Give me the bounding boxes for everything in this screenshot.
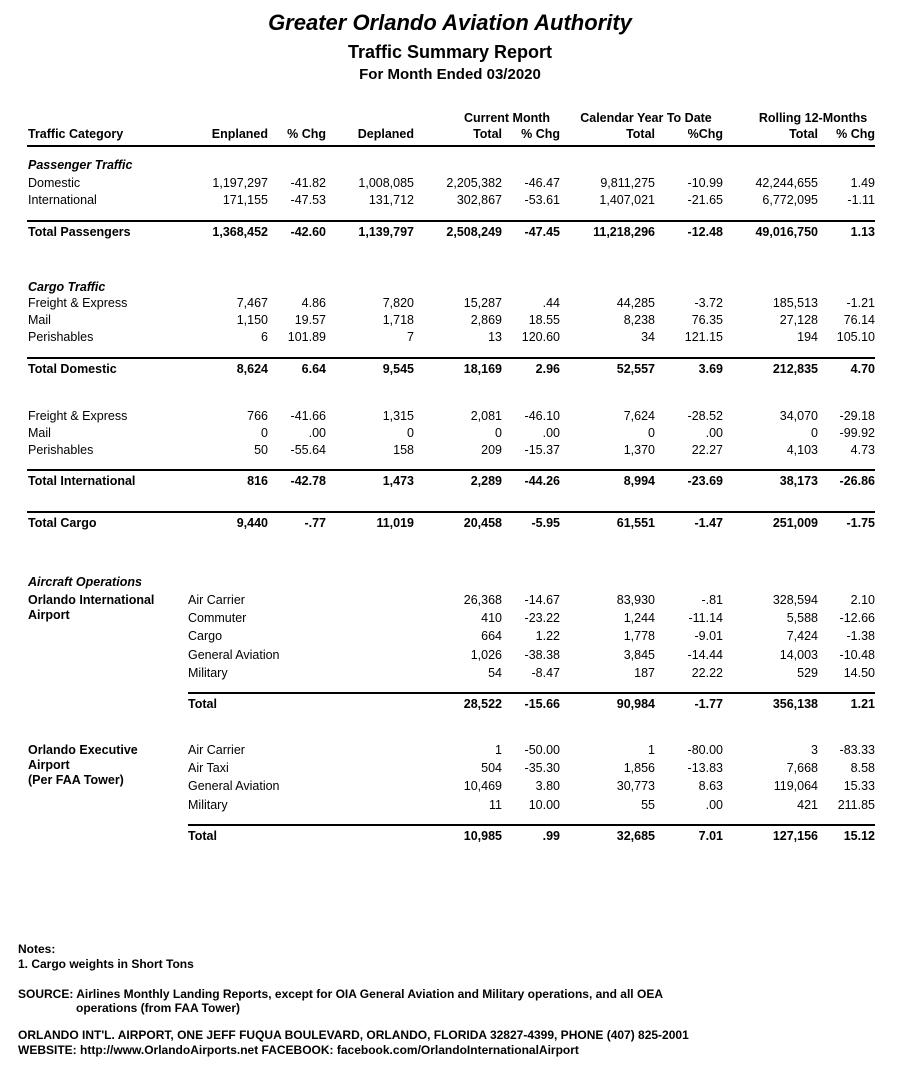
table-cell: 15.33	[843, 779, 875, 793]
table-cell: 4.86	[301, 296, 326, 310]
group-orlando-international	[28, 593, 154, 623]
row-cargo-dom-perishables	[0, 330, 900, 346]
table-cell: 9,811,275	[600, 176, 655, 190]
table-cell: -15.37	[524, 443, 560, 457]
table-cell: -10.99	[687, 176, 723, 190]
report-title: Traffic Summary Report	[347, 42, 553, 62]
table-cell: 2,508,249	[446, 225, 502, 239]
table-cell: 0	[648, 426, 655, 440]
header-enplaned-chg: % Chg	[287, 127, 326, 141]
row-oia-ops	[0, 629, 900, 645]
table-cell: 90,984	[616, 697, 655, 711]
row-label: Cargo	[188, 629, 223, 643]
table-cell: 8,994	[623, 474, 655, 488]
row-passenger-domestic	[0, 176, 900, 192]
table-cell: 2.10	[850, 593, 875, 607]
table-cell: -1.77	[694, 697, 723, 711]
table-cell: -11.14	[688, 611, 723, 625]
table-cell: 18.55	[528, 313, 560, 327]
table-cell: -42.78	[290, 474, 326, 488]
table-cell: 22.27	[691, 443, 723, 457]
table-cell: .00	[308, 426, 326, 440]
table-cell: 1,778	[623, 629, 655, 643]
table-cell: -26.86	[839, 474, 875, 488]
table-cell: 251,009	[772, 516, 818, 530]
header-current-chg: % Chg	[521, 127, 560, 141]
table-cell: 1,197,297	[212, 176, 268, 190]
table-cell: 0	[495, 426, 502, 440]
table-cell: -42.60	[290, 225, 326, 239]
table-cell: -23.22	[524, 611, 560, 625]
table-cell: -.81	[701, 593, 723, 607]
table-cell: -1.47	[694, 516, 723, 530]
row-label: Total Cargo	[28, 516, 97, 530]
table-cell: 2,289	[470, 474, 502, 488]
table-cell: 194	[797, 330, 818, 344]
row-label: General Aviation	[188, 648, 280, 662]
table-cell: 1,473	[382, 474, 414, 488]
table-cell: 15,287	[463, 296, 502, 310]
row-oia-total	[0, 697, 900, 713]
report-org-title: Greater Orlando Aviation Authority	[268, 10, 632, 35]
table-cell: 4.70	[850, 362, 875, 376]
header-rolling-chg: % Chg	[836, 127, 875, 141]
table-cell: 34,070	[779, 409, 818, 423]
table-cell: 211.85	[837, 798, 875, 812]
table-cell: -29.18	[839, 409, 875, 423]
oea-name-line1: Orlando Executive	[28, 743, 138, 757]
table-cell: 1,150	[236, 313, 268, 327]
table-cell: -9.01	[694, 629, 723, 643]
table-cell: 6,772,095	[762, 193, 818, 207]
table-cell: -38.38	[524, 648, 560, 662]
table-cell: 7,820	[382, 296, 414, 310]
table-cell: 19.57	[294, 313, 326, 327]
row-label: Total International	[28, 474, 136, 488]
header-rolling-total: Total	[789, 127, 818, 141]
rule-total-domestic	[27, 357, 875, 359]
table-cell: 7,467	[236, 296, 268, 310]
table-cell: 76.14	[843, 313, 875, 327]
table-cell: 3.69	[698, 362, 723, 376]
row-label: General Aviation	[188, 779, 280, 793]
table-cell: 1	[648, 743, 655, 757]
table-cell: -14.44	[687, 648, 723, 662]
table-cell: 121.15	[684, 330, 723, 344]
table-cell: 1,370	[623, 443, 655, 457]
table-cell: 302,867	[456, 193, 502, 207]
row-cargo-dom-mail	[0, 313, 900, 329]
rule-total-cargo	[27, 511, 875, 513]
table-cell: 127,156	[772, 829, 818, 843]
header-deplaned: Deplaned	[357, 127, 414, 141]
table-cell: 158	[393, 443, 414, 457]
row-label: Total Passengers	[28, 225, 131, 239]
table-cell: 49,016,750	[755, 225, 818, 239]
table-cell: -99.92	[839, 426, 875, 440]
table-cell: .00	[705, 798, 723, 812]
notes-title: Notes:	[18, 942, 56, 956]
table-cell: 10,469	[463, 779, 502, 793]
row-oea-ops	[0, 798, 900, 814]
footer-web: WEBSITE: http://www.OrlandoAirports.net FACEBOOK: facebook.com/OrlandoInternationalAirport	[18, 1043, 579, 1057]
table-cell: -3.72	[694, 296, 723, 310]
table-cell: 76.35	[691, 313, 723, 327]
table-cell: 1.13	[850, 225, 875, 239]
table-cell: 504	[481, 761, 502, 775]
table-cell: -1.38	[846, 629, 875, 643]
table-cell: 11	[489, 798, 502, 812]
oea-name-line3: (Per FAA Tower)	[28, 773, 124, 787]
table-cell: 209	[481, 443, 502, 457]
table-cell: 328,594	[772, 593, 818, 607]
table-cell: 664	[481, 629, 502, 643]
table-cell: 101.89	[287, 330, 326, 344]
table-cell: 10.00	[528, 798, 560, 812]
row-label: Total Domestic	[28, 362, 117, 376]
table-cell: 7.01	[698, 829, 723, 843]
table-cell: 9,440	[236, 516, 268, 530]
header-rule	[27, 145, 875, 147]
table-cell: .99	[542, 829, 560, 843]
table-cell: 30,773	[616, 779, 655, 793]
footer-address: ORLANDO INT'L. AIRPORT, ONE JEFF FUQUA BOULEVARD, ORLANDO, FLORIDA 32827-4399, PHONE (407) 825-2001	[18, 1028, 689, 1042]
table-cell: 0	[261, 426, 268, 440]
table-cell: 3.80	[535, 779, 560, 793]
table-cell: 120.60	[521, 330, 560, 344]
section-cargo-traffic: Cargo Traffic	[28, 280, 106, 294]
table-cell: -80.00	[687, 743, 723, 757]
table-cell: 421	[797, 798, 818, 812]
header-traffic-category: Traffic Category	[28, 127, 124, 141]
table-cell: 15.12	[843, 829, 875, 843]
header-cytd-total: Total	[626, 127, 655, 141]
row-label: Mail	[28, 426, 51, 440]
oea-name-line2: Airport	[28, 758, 70, 772]
table-cell: 9,545	[382, 362, 414, 376]
table-cell: 1,856	[623, 761, 655, 775]
row-cargo-intl-freight	[0, 409, 900, 425]
table-cell: 1.21	[850, 697, 875, 711]
table-cell: -41.82	[290, 176, 326, 190]
table-cell: 816	[247, 474, 268, 488]
table-cell: -21.65	[687, 193, 723, 207]
table-cell: -.77	[304, 516, 326, 530]
table-cell: 8.63	[698, 779, 723, 793]
table-cell: 1,407,021	[599, 193, 655, 207]
table-cell: -50.00	[524, 743, 560, 757]
table-cell: 410	[481, 611, 502, 625]
table-cell: 2,869	[470, 313, 502, 327]
rule-oea-total	[188, 824, 875, 826]
row-label: Freight & Express	[28, 409, 128, 423]
row-total-domestic	[0, 362, 900, 378]
row-label: Mail	[28, 313, 51, 327]
row-label: Domestic	[28, 176, 81, 190]
row-label: Perishables	[28, 443, 94, 457]
table-cell: 6	[261, 330, 268, 344]
table-cell: -46.47	[524, 176, 560, 190]
table-cell: 212,835	[772, 362, 818, 376]
row-cargo-dom-freight	[0, 296, 900, 312]
table-cell: 0	[811, 426, 818, 440]
group-header-current-month: Current Month	[463, 111, 551, 125]
table-cell: 83,930	[616, 593, 655, 607]
row-total-cargo	[0, 516, 900, 532]
table-cell: 10,985	[463, 829, 502, 843]
rule-oia-total	[188, 692, 875, 694]
table-cell: 1,315	[382, 409, 414, 423]
row-oea-total	[0, 829, 900, 845]
section-aircraft-operations: Aircraft Operations	[28, 575, 142, 589]
table-cell: -10.48	[839, 648, 875, 662]
table-cell: 3	[811, 743, 818, 757]
group-header-calendar-ytd: Calendar Year To Date	[580, 111, 712, 125]
table-cell: -41.66	[290, 409, 326, 423]
table-cell: 131,712	[368, 193, 414, 207]
table-cell: 7,424	[786, 629, 818, 643]
table-cell: -46.10	[524, 409, 560, 423]
row-total-passengers	[0, 225, 900, 241]
table-cell: 171,155	[222, 193, 268, 207]
source-line-2: operations (from FAA Tower)	[76, 1001, 241, 1015]
header-enplaned: Enplaned	[211, 127, 268, 141]
row-label: Total	[188, 829, 217, 843]
table-cell: 2,081	[470, 409, 502, 423]
table-cell: 42,244,655	[755, 176, 818, 190]
table-cell: 28,522	[463, 697, 502, 711]
table-cell: 8,624	[236, 362, 268, 376]
table-cell: 61,551	[616, 516, 655, 530]
table-cell: 5,588	[786, 611, 818, 625]
table-cell: 7,668	[786, 761, 818, 775]
table-cell: 34	[641, 330, 655, 344]
row-label: Commuter	[188, 611, 247, 625]
group-header-rolling-12: Rolling 12-Months	[758, 111, 868, 125]
table-cell: 2.96	[535, 362, 560, 376]
row-label: Air Carrier	[188, 743, 245, 757]
table-cell: 27,128	[779, 313, 818, 327]
group-orlando-executive	[28, 743, 138, 788]
row-cargo-intl-perishables	[0, 443, 900, 459]
table-cell: 55	[641, 798, 655, 812]
header-cytd-chg: %Chg	[687, 127, 723, 141]
table-cell: 187	[634, 666, 655, 680]
table-cell: 1.49	[850, 176, 875, 190]
table-cell: -28.52	[687, 409, 723, 423]
table-cell: -55.64	[290, 443, 326, 457]
table-cell: -13.83	[687, 761, 723, 775]
table-cell: 50	[254, 443, 268, 457]
table-cell: -53.61	[524, 193, 560, 207]
row-oia-ops	[0, 648, 900, 664]
table-cell: -83.33	[839, 743, 875, 757]
table-cell: 7,624	[623, 409, 655, 423]
oia-name-line2: Airport	[28, 608, 70, 622]
table-cell: 119,064	[773, 779, 818, 793]
table-cell: -35.30	[524, 761, 560, 775]
table-cell: 20,458	[463, 516, 502, 530]
row-label: Freight & Express	[28, 296, 128, 310]
table-cell: -44.26	[524, 474, 560, 488]
source-line-1: SOURCE: Airlines Monthly Landing Reports, except for OIA General Aviation and Military operations, and all OEA	[18, 987, 663, 1001]
table-cell: 11,019	[376, 516, 414, 530]
row-label: Military	[188, 798, 228, 812]
table-cell: -12.66	[839, 611, 875, 625]
table-cell: 356,138	[772, 697, 818, 711]
row-oia-ops	[0, 666, 900, 682]
row-passenger-international	[0, 193, 900, 209]
table-cell: 1,718	[382, 313, 414, 327]
table-cell: 1,139,797	[358, 225, 414, 239]
table-cell: 18,169	[463, 362, 502, 376]
table-cell: .00	[542, 426, 560, 440]
table-cell: -14.67	[524, 593, 560, 607]
table-cell: 22.22	[691, 666, 723, 680]
table-cell: 26,368	[463, 593, 502, 607]
table-cell: 0	[407, 426, 414, 440]
table-cell: -1.21	[846, 296, 875, 310]
row-cargo-intl-mail	[0, 426, 900, 442]
table-cell: 766	[247, 409, 268, 423]
table-cell: 3,845	[623, 648, 655, 662]
table-cell: 4,103	[786, 443, 818, 457]
table-cell: 8.58	[850, 761, 875, 775]
table-cell: 1.22	[535, 629, 560, 643]
table-cell: 54	[488, 666, 502, 680]
table-cell: 1,026	[470, 648, 502, 662]
table-cell: 185,513	[772, 296, 818, 310]
rule-total-international	[27, 469, 875, 471]
oia-name-line1: Orlando International	[28, 593, 155, 607]
row-label: Air Taxi	[188, 761, 229, 775]
table-cell: 1,008,085	[358, 176, 414, 190]
row-label: Air Carrier	[188, 593, 245, 607]
table-cell: 38,173	[779, 474, 818, 488]
table-cell: 7	[407, 330, 414, 344]
table-cell: -5.95	[531, 516, 560, 530]
row-label: Perishables	[28, 330, 94, 344]
table-cell: 14.50	[843, 666, 875, 680]
table-cell: 2,205,382	[446, 176, 502, 190]
table-cell: -47.53	[290, 193, 326, 207]
table-cell: -12.48	[687, 225, 723, 239]
table-cell: 1,368,452	[212, 225, 268, 239]
note-cargo-weights: 1. Cargo weights in Short Tons	[18, 957, 194, 971]
table-cell: 1	[495, 743, 502, 757]
table-cell: 529	[797, 666, 818, 680]
table-cell: -15.66	[524, 697, 560, 711]
table-cell: 14,003	[779, 648, 818, 662]
rule-total-passengers	[27, 220, 875, 222]
table-cell: 4.73	[850, 443, 875, 457]
table-cell: -23.69	[687, 474, 723, 488]
table-cell: 1,244	[623, 611, 655, 625]
header-current-total: Total	[473, 127, 502, 141]
table-cell: -1.11	[847, 193, 875, 207]
table-cell: .00	[705, 426, 723, 440]
table-cell: 32,685	[616, 829, 655, 843]
table-cell: -1.75	[846, 516, 875, 530]
table-cell: 44,285	[616, 296, 655, 310]
table-cell: 6.64	[301, 362, 326, 376]
row-label: International	[28, 193, 97, 207]
table-cell: 8,238	[623, 313, 655, 327]
section-passenger-traffic: Passenger Traffic	[28, 158, 133, 172]
table-cell: -47.45	[524, 225, 560, 239]
report-period: For Month Ended 03/2020	[359, 66, 541, 83]
table-cell: 13	[488, 330, 502, 344]
table-cell: -8.47	[531, 666, 560, 680]
table-cell: 52,557	[616, 362, 655, 376]
row-label: Military	[188, 666, 228, 680]
row-total-international	[0, 474, 900, 490]
table-cell: .44	[542, 296, 560, 310]
table-cell: 105.10	[836, 330, 875, 344]
table-cell: 11,218,296	[593, 225, 655, 239]
row-label: Total	[188, 697, 217, 711]
